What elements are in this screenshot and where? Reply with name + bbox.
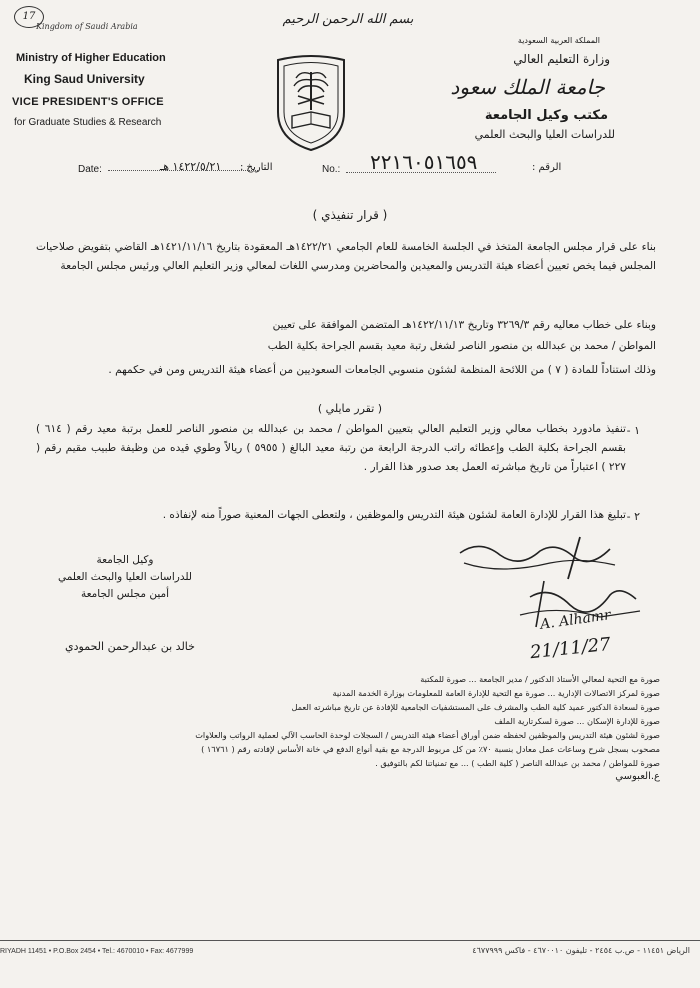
university-label-ar: جامعة الملك سعود [450, 75, 605, 99]
item-2-number: ٢ - [626, 510, 640, 523]
decision-item-1: تنفيذ مادورد بخطاب معالي وزير التعليم العالي بتعيين المواطن / محمد بن عبدالله بن منصور الناصر للعمل برتبة معيد رقم ( ٦١٤ ) بقسم الجراحة بكلية الطب وإعطائه راتب الدرجة الرابعة من رتبة معيد البالغ ( ٥٩٥٥ ) ريالاً وطوي قيده من وظيفة طبيب مقيم رقم ( ٢٢٧ ) اعتباراً من تاريخ مباشرته العمل بعد صدور هذا القرار . [36, 423, 626, 473]
cc-list [40, 673, 660, 785]
cc-item: صورة مع التحية لمعالي الأستاذ الدكتور / مدير الجامعة ... صورة للمكتبة [420, 674, 660, 684]
ministry-label-ar: وزارة التعليم العالي [513, 52, 610, 66]
reference-mark: 17 [14, 6, 44, 28]
cc-item: صورة لسعادة الدكتور عميد كلية الطب والمشرف على المستشفيات الجامعية للإفادة عن تاريخ مباشرته العمل [291, 702, 660, 712]
university-label-en: King Saud University [24, 72, 145, 86]
paragraph-3: المواطن / محمد بن عبدالله بن منصور الناصر لشغل رتبة معيد بقسم الجراحة بكلية الطب [267, 340, 656, 352]
footer-address-ar: الرياض ١١٤٥١ - ص.ب ٢٤٥٤ - تليفون ٤٦٧٠٠١٠ - فاكس ٤٦٧٧٩٩٩ [472, 946, 690, 955]
cc-item: ع.العبوسي [615, 771, 660, 782]
date-value: ١٤٢٢/٥/٢١ هـ [160, 160, 222, 173]
number-label: No.: [322, 164, 341, 175]
document-title: ( قرار تنفيذي ) [312, 208, 388, 222]
handwritten-signer: A. Alhamr [539, 607, 612, 633]
office-label-en: VICE PRESIDENT'S OFFICE [12, 96, 164, 108]
signature-title-2: للدراسات العليا والبحث العلمي [57, 571, 193, 583]
date-label: Date: [78, 164, 102, 175]
kingdom-label-ar: المملكة العربية السعودية [517, 36, 600, 45]
number-label-ar: الرقم : [532, 162, 562, 173]
signatory-name: خالد بن عبدالرحمن الحمودي [65, 640, 195, 653]
university-logo-icon [268, 52, 354, 152]
cc-item: صورة للإدارة الإسكان ... صورة لسكرتارية الملف [494, 716, 660, 726]
graduate-label-en: for Graduate Studies & Research [14, 117, 162, 128]
signature-title-1: وكيل الجامعة [96, 554, 154, 566]
paragraph-1: بناء على قرار مجلس الجامعة المتخذ في الجلسة الخامسة للعام الجامعي ١٤٢٢/٢١هـ المعقودة بتاريخ ١٤٢١/١١/١٦هـ القاضي بتفويض صلاحيات المجلس فيما يخص تعيين أعضاء هيئة التدريس والمعيدين والمحاضرين ومدرسي اللغات لمعالي وزير التعليم العالي ورئيس مجلس الجامعة [36, 241, 656, 272]
cc-item: صورة للمواطن / محمد بن عبدالله الناصر ( كلية الطب ) ... مع تمنياتنا لكم بالتوفيق . [375, 758, 660, 768]
item-1-number: ١ - [626, 424, 640, 437]
basmala: بسم الله الرحمن الرحيم [282, 12, 414, 27]
footer-address-en: RIYADH 11451 • P.O.Box 2454 • Tel.: 4670010 • Fax: 4677999 [0, 948, 194, 955]
decision-item-2: تبليغ هذا القرار للإدارة العامة لشئون هيئة التدريس والموظفين ، ولتعطى الجهات المعنية صوراً منه لإنفاذه . [162, 509, 626, 521]
decision-heading: ( تقرر مايلي ) [317, 402, 383, 415]
cc-item: مصحوب بسجل شرح وساعات عمل معادل بنسبة ٧٠٪ من كل مربوط الدرجة مع بقية أنواع الدفع في خانة الأساس لإفادته رقم ( ١٦٧٦١ ) [201, 744, 660, 754]
signature-title-3: أمين مجلس الجامعة [80, 588, 170, 600]
date-label-ar: التاريخ : [240, 162, 273, 173]
number-value: ٢٢١٦٠٥١٦٥٩ [370, 150, 478, 174]
ministry-label-en: Ministry of Higher Education [16, 52, 166, 64]
signature-block [20, 552, 230, 603]
graduate-label-ar: للدراسات العليا والبحث العلمي [474, 128, 615, 141]
footer-divider [0, 940, 700, 941]
cc-item: صورة لمركز الاتصالات الإدارية ... صورة مع التحية للإدارة العامة للمعلومات بوزارة الخدمة المدنية [332, 688, 660, 698]
paragraph-4: وذلك استناداً للمادة ( ٧ ) من اللائحة المنظمة لشئون منسوبي الجامعات السعوديين من أعضاء هيئة التدريس ومن في حكمهم . [108, 364, 656, 376]
handwritten-date: 21/11/27 [529, 633, 612, 664]
cc-item: صورة لشئون هيئة التدريس والموظفين لحفظه ضمن أوراق أعضاء هيئة التدريس / السجلات لوحدة الحاسب الآلي لعملية الرواتب والعلاوات [195, 730, 660, 740]
office-label-ar: مكتب وكيل الجامعة [484, 108, 608, 123]
kingdom-label-en: Kingdom of Saudi Arabia [36, 22, 138, 31]
paragraph-2: وبناء على خطاب معاليه رقم ٣٢٦٩/٣ وتاريخ ١٤٢٢/١١/١٣هـ المتضمن الموافقة على تعيين [272, 319, 656, 331]
